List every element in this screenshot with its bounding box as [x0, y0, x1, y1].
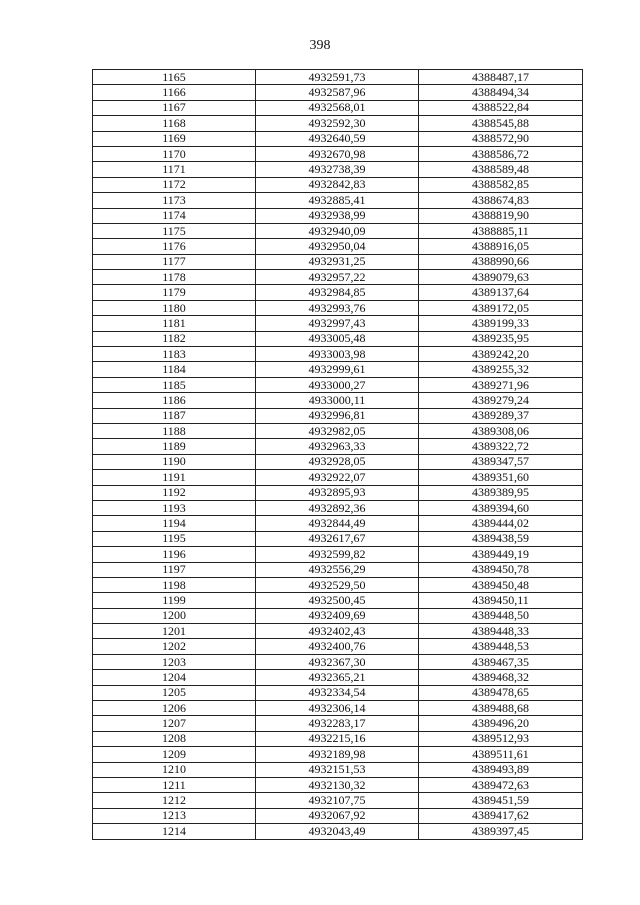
x-coordinate-cell: 4933000,27 — [256, 377, 419, 392]
point-number-cell: 1185 — [93, 377, 256, 392]
point-number-cell: 1180 — [93, 300, 256, 315]
y-coordinate-cell: 4388494,34 — [419, 85, 583, 100]
table-row — [93, 331, 583, 346]
x-coordinate-cell: 4932895,93 — [256, 485, 419, 500]
point-number-cell: 1169 — [93, 131, 256, 146]
point-number-cell: 1165 — [93, 70, 256, 85]
point-number-cell: 1212 — [93, 793, 256, 808]
point-number-cell: 1196 — [93, 547, 256, 562]
point-number-cell: 1171 — [93, 162, 256, 177]
table-row — [93, 670, 583, 685]
y-coordinate-cell: 4389347,57 — [419, 454, 583, 469]
y-coordinate-cell: 4389451,59 — [419, 793, 583, 808]
y-coordinate-cell: 4388582,85 — [419, 177, 583, 192]
point-number-cell: 1207 — [93, 716, 256, 731]
y-coordinate-cell: 4389448,53 — [419, 639, 583, 654]
y-coordinate-cell: 4389472,63 — [419, 777, 583, 792]
table-row — [93, 470, 583, 485]
point-number-cell: 1209 — [93, 747, 256, 762]
y-coordinate-cell: 4389255,32 — [419, 362, 583, 377]
x-coordinate-cell: 4932215,16 — [256, 731, 419, 746]
table-row — [93, 593, 583, 608]
table-row — [93, 808, 583, 823]
table-row — [93, 824, 583, 839]
table-row — [93, 793, 583, 808]
x-coordinate-cell: 4932365,21 — [256, 670, 419, 685]
x-coordinate-cell: 4932151,53 — [256, 762, 419, 777]
x-coordinate-cell: 4932670,98 — [256, 146, 419, 161]
y-coordinate-cell: 4389450,78 — [419, 562, 583, 577]
table-row — [93, 177, 583, 192]
point-number-cell: 1202 — [93, 639, 256, 654]
point-number-cell: 1178 — [93, 270, 256, 285]
y-coordinate-cell: 4388990,66 — [419, 254, 583, 269]
table-row — [93, 777, 583, 792]
point-number-cell: 1168 — [93, 116, 256, 131]
table-row — [93, 316, 583, 331]
y-coordinate-cell: 4389235,95 — [419, 331, 583, 346]
y-coordinate-cell: 4389389,95 — [419, 485, 583, 500]
x-coordinate-cell: 4932993,76 — [256, 300, 419, 315]
x-coordinate-cell: 4932592,30 — [256, 116, 419, 131]
y-coordinate-cell: 4389279,24 — [419, 393, 583, 408]
point-number-cell: 1167 — [93, 100, 256, 115]
y-coordinate-cell: 4389438,59 — [419, 531, 583, 546]
y-coordinate-cell: 4388916,05 — [419, 239, 583, 254]
x-coordinate-cell: 4932107,75 — [256, 793, 419, 808]
table-row — [93, 146, 583, 161]
table-row — [93, 562, 583, 577]
point-number-cell: 1211 — [93, 777, 256, 792]
y-coordinate-cell: 4389478,65 — [419, 685, 583, 700]
coordinates-table — [92, 69, 583, 840]
x-coordinate-cell: 4932283,17 — [256, 716, 419, 731]
y-coordinate-cell: 4389448,33 — [419, 624, 583, 639]
point-number-cell: 1201 — [93, 624, 256, 639]
y-coordinate-cell: 4388572,90 — [419, 131, 583, 146]
x-coordinate-cell: 4932400,76 — [256, 639, 419, 654]
x-coordinate-cell: 4932617,67 — [256, 531, 419, 546]
y-coordinate-cell: 4389467,35 — [419, 654, 583, 669]
x-coordinate-cell: 4932189,98 — [256, 747, 419, 762]
point-number-cell: 1200 — [93, 608, 256, 623]
y-coordinate-cell: 4389308,06 — [419, 423, 583, 438]
x-coordinate-cell: 4932599,82 — [256, 547, 419, 562]
y-coordinate-cell: 4389448,50 — [419, 608, 583, 623]
x-coordinate-cell: 4932306,14 — [256, 701, 419, 716]
table-row — [93, 85, 583, 100]
point-number-cell: 1192 — [93, 485, 256, 500]
table-row — [93, 762, 583, 777]
y-coordinate-cell: 4388885,11 — [419, 223, 583, 238]
y-coordinate-cell: 4389172,05 — [419, 300, 583, 315]
point-number-cell: 1204 — [93, 670, 256, 685]
y-coordinate-cell: 4388819,90 — [419, 208, 583, 223]
x-coordinate-cell: 4933003,98 — [256, 347, 419, 362]
y-coordinate-cell: 4389493,89 — [419, 762, 583, 777]
page-number: 398 — [309, 38, 331, 53]
y-coordinate-cell: 4389512,93 — [419, 731, 583, 746]
table-row — [93, 547, 583, 562]
point-number-cell: 1189 — [93, 439, 256, 454]
point-number-cell: 1205 — [93, 685, 256, 700]
point-number-cell: 1176 — [93, 239, 256, 254]
x-coordinate-cell: 4932587,96 — [256, 85, 419, 100]
point-number-cell: 1182 — [93, 331, 256, 346]
table-row — [93, 285, 583, 300]
y-coordinate-cell: 4389137,64 — [419, 285, 583, 300]
table-row — [93, 654, 583, 669]
table-row — [93, 270, 583, 285]
y-coordinate-cell: 4389444,02 — [419, 516, 583, 531]
table-row — [93, 731, 583, 746]
y-coordinate-cell: 4389351,60 — [419, 470, 583, 485]
point-number-cell: 1193 — [93, 500, 256, 515]
point-number-cell: 1195 — [93, 531, 256, 546]
x-coordinate-cell: 4932940,09 — [256, 223, 419, 238]
point-number-cell: 1208 — [93, 731, 256, 746]
y-coordinate-cell: 4389322,72 — [419, 439, 583, 454]
table-row — [93, 193, 583, 208]
x-coordinate-cell: 4932950,04 — [256, 239, 419, 254]
y-coordinate-cell: 4389079,63 — [419, 270, 583, 285]
x-coordinate-cell: 4932842,83 — [256, 177, 419, 192]
x-coordinate-cell: 4932640,59 — [256, 131, 419, 146]
x-coordinate-cell: 4932885,41 — [256, 193, 419, 208]
x-coordinate-cell: 4932529,50 — [256, 577, 419, 592]
x-coordinate-cell: 4932892,36 — [256, 500, 419, 515]
table-row — [93, 639, 583, 654]
x-coordinate-cell: 4932963,33 — [256, 439, 419, 454]
point-number-cell: 1166 — [93, 85, 256, 100]
table-row — [93, 70, 583, 85]
table-row — [93, 362, 583, 377]
y-coordinate-cell: 4389450,11 — [419, 593, 583, 608]
y-coordinate-cell: 4388545,88 — [419, 116, 583, 131]
table-row — [93, 716, 583, 731]
y-coordinate-cell: 4389449,19 — [419, 547, 583, 562]
point-number-cell: 1187 — [93, 408, 256, 423]
y-coordinate-cell: 4389271,96 — [419, 377, 583, 392]
point-number-cell: 1175 — [93, 223, 256, 238]
x-coordinate-cell: 4932957,22 — [256, 270, 419, 285]
x-coordinate-cell: 4932568,01 — [256, 100, 419, 115]
point-number-cell: 1198 — [93, 577, 256, 592]
table-row — [93, 100, 583, 115]
coordinates-table-body — [93, 70, 583, 840]
table-row — [93, 454, 583, 469]
x-coordinate-cell: 4932402,43 — [256, 624, 419, 639]
table-row — [93, 377, 583, 392]
y-coordinate-cell: 4388586,72 — [419, 146, 583, 161]
point-number-cell: 1174 — [93, 208, 256, 223]
y-coordinate-cell: 4388522,84 — [419, 100, 583, 115]
point-number-cell: 1179 — [93, 285, 256, 300]
point-number-cell: 1173 — [93, 193, 256, 208]
y-coordinate-cell: 4389394,60 — [419, 500, 583, 515]
point-number-cell: 1183 — [93, 347, 256, 362]
x-coordinate-cell: 4932938,99 — [256, 208, 419, 223]
x-coordinate-cell: 4932043,49 — [256, 824, 419, 839]
point-number-cell: 1210 — [93, 762, 256, 777]
point-number-cell: 1194 — [93, 516, 256, 531]
point-number-cell: 1181 — [93, 316, 256, 331]
y-coordinate-cell: 4389450,48 — [419, 577, 583, 592]
point-number-cell: 1197 — [93, 562, 256, 577]
x-coordinate-cell: 4932738,39 — [256, 162, 419, 177]
x-coordinate-cell: 4932997,43 — [256, 316, 419, 331]
point-number-cell: 1213 — [93, 808, 256, 823]
x-coordinate-cell: 4932367,30 — [256, 654, 419, 669]
table-row — [93, 577, 583, 592]
table-row — [93, 439, 583, 454]
table-row — [93, 685, 583, 700]
x-coordinate-cell: 4932591,73 — [256, 70, 419, 85]
point-number-cell: 1191 — [93, 470, 256, 485]
y-coordinate-cell: 4388487,17 — [419, 70, 583, 85]
table-row — [93, 485, 583, 500]
table-row — [93, 531, 583, 546]
x-coordinate-cell: 4932334,54 — [256, 685, 419, 700]
y-coordinate-cell: 4389289,37 — [419, 408, 583, 423]
x-coordinate-cell: 4932556,29 — [256, 562, 419, 577]
point-number-cell: 1199 — [93, 593, 256, 608]
point-number-cell: 1214 — [93, 824, 256, 839]
x-coordinate-cell: 4932130,32 — [256, 777, 419, 792]
x-coordinate-cell: 4932999,61 — [256, 362, 419, 377]
x-coordinate-cell: 4932982,05 — [256, 423, 419, 438]
x-coordinate-cell: 4932067,92 — [256, 808, 419, 823]
x-coordinate-cell: 4933005,48 — [256, 331, 419, 346]
table-row — [93, 500, 583, 515]
x-coordinate-cell: 4932996,81 — [256, 408, 419, 423]
table-row — [93, 223, 583, 238]
point-number-cell: 1186 — [93, 393, 256, 408]
x-coordinate-cell: 4933000,11 — [256, 393, 419, 408]
table-row — [93, 162, 583, 177]
y-coordinate-cell: 4388589,48 — [419, 162, 583, 177]
point-number-cell: 1206 — [93, 701, 256, 716]
x-coordinate-cell: 4932500,45 — [256, 593, 419, 608]
x-coordinate-cell: 4932922,07 — [256, 470, 419, 485]
table-row — [93, 254, 583, 269]
table-row — [93, 516, 583, 531]
table-row — [93, 408, 583, 423]
point-number-cell: 1184 — [93, 362, 256, 377]
point-number-cell: 1190 — [93, 454, 256, 469]
table-row — [93, 208, 583, 223]
y-coordinate-cell: 4389488,68 — [419, 701, 583, 716]
point-number-cell: 1177 — [93, 254, 256, 269]
y-coordinate-cell: 4389511,61 — [419, 747, 583, 762]
x-coordinate-cell: 4932844,49 — [256, 516, 419, 531]
table-row — [93, 624, 583, 639]
x-coordinate-cell: 4932928,05 — [256, 454, 419, 469]
x-coordinate-cell: 4932984,85 — [256, 285, 419, 300]
point-number-cell: 1172 — [93, 177, 256, 192]
point-number-cell: 1203 — [93, 654, 256, 669]
y-coordinate-cell: 4389468,32 — [419, 670, 583, 685]
table-row — [93, 239, 583, 254]
y-coordinate-cell: 4389397,45 — [419, 824, 583, 839]
table-row — [93, 701, 583, 716]
y-coordinate-cell: 4389199,33 — [419, 316, 583, 331]
y-coordinate-cell: 4388674,83 — [419, 193, 583, 208]
table-row — [93, 116, 583, 131]
table-row — [93, 300, 583, 315]
point-number-cell: 1170 — [93, 146, 256, 161]
table-row — [93, 423, 583, 438]
x-coordinate-cell: 4932409,69 — [256, 608, 419, 623]
y-coordinate-cell: 4389496,20 — [419, 716, 583, 731]
y-coordinate-cell: 4389417,62 — [419, 808, 583, 823]
table-row — [93, 608, 583, 623]
table-row — [93, 747, 583, 762]
y-coordinate-cell: 4389242,20 — [419, 347, 583, 362]
table-row — [93, 131, 583, 146]
x-coordinate-cell: 4932931,25 — [256, 254, 419, 269]
table-row — [93, 347, 583, 362]
point-number-cell: 1188 — [93, 423, 256, 438]
table-row — [93, 393, 583, 408]
